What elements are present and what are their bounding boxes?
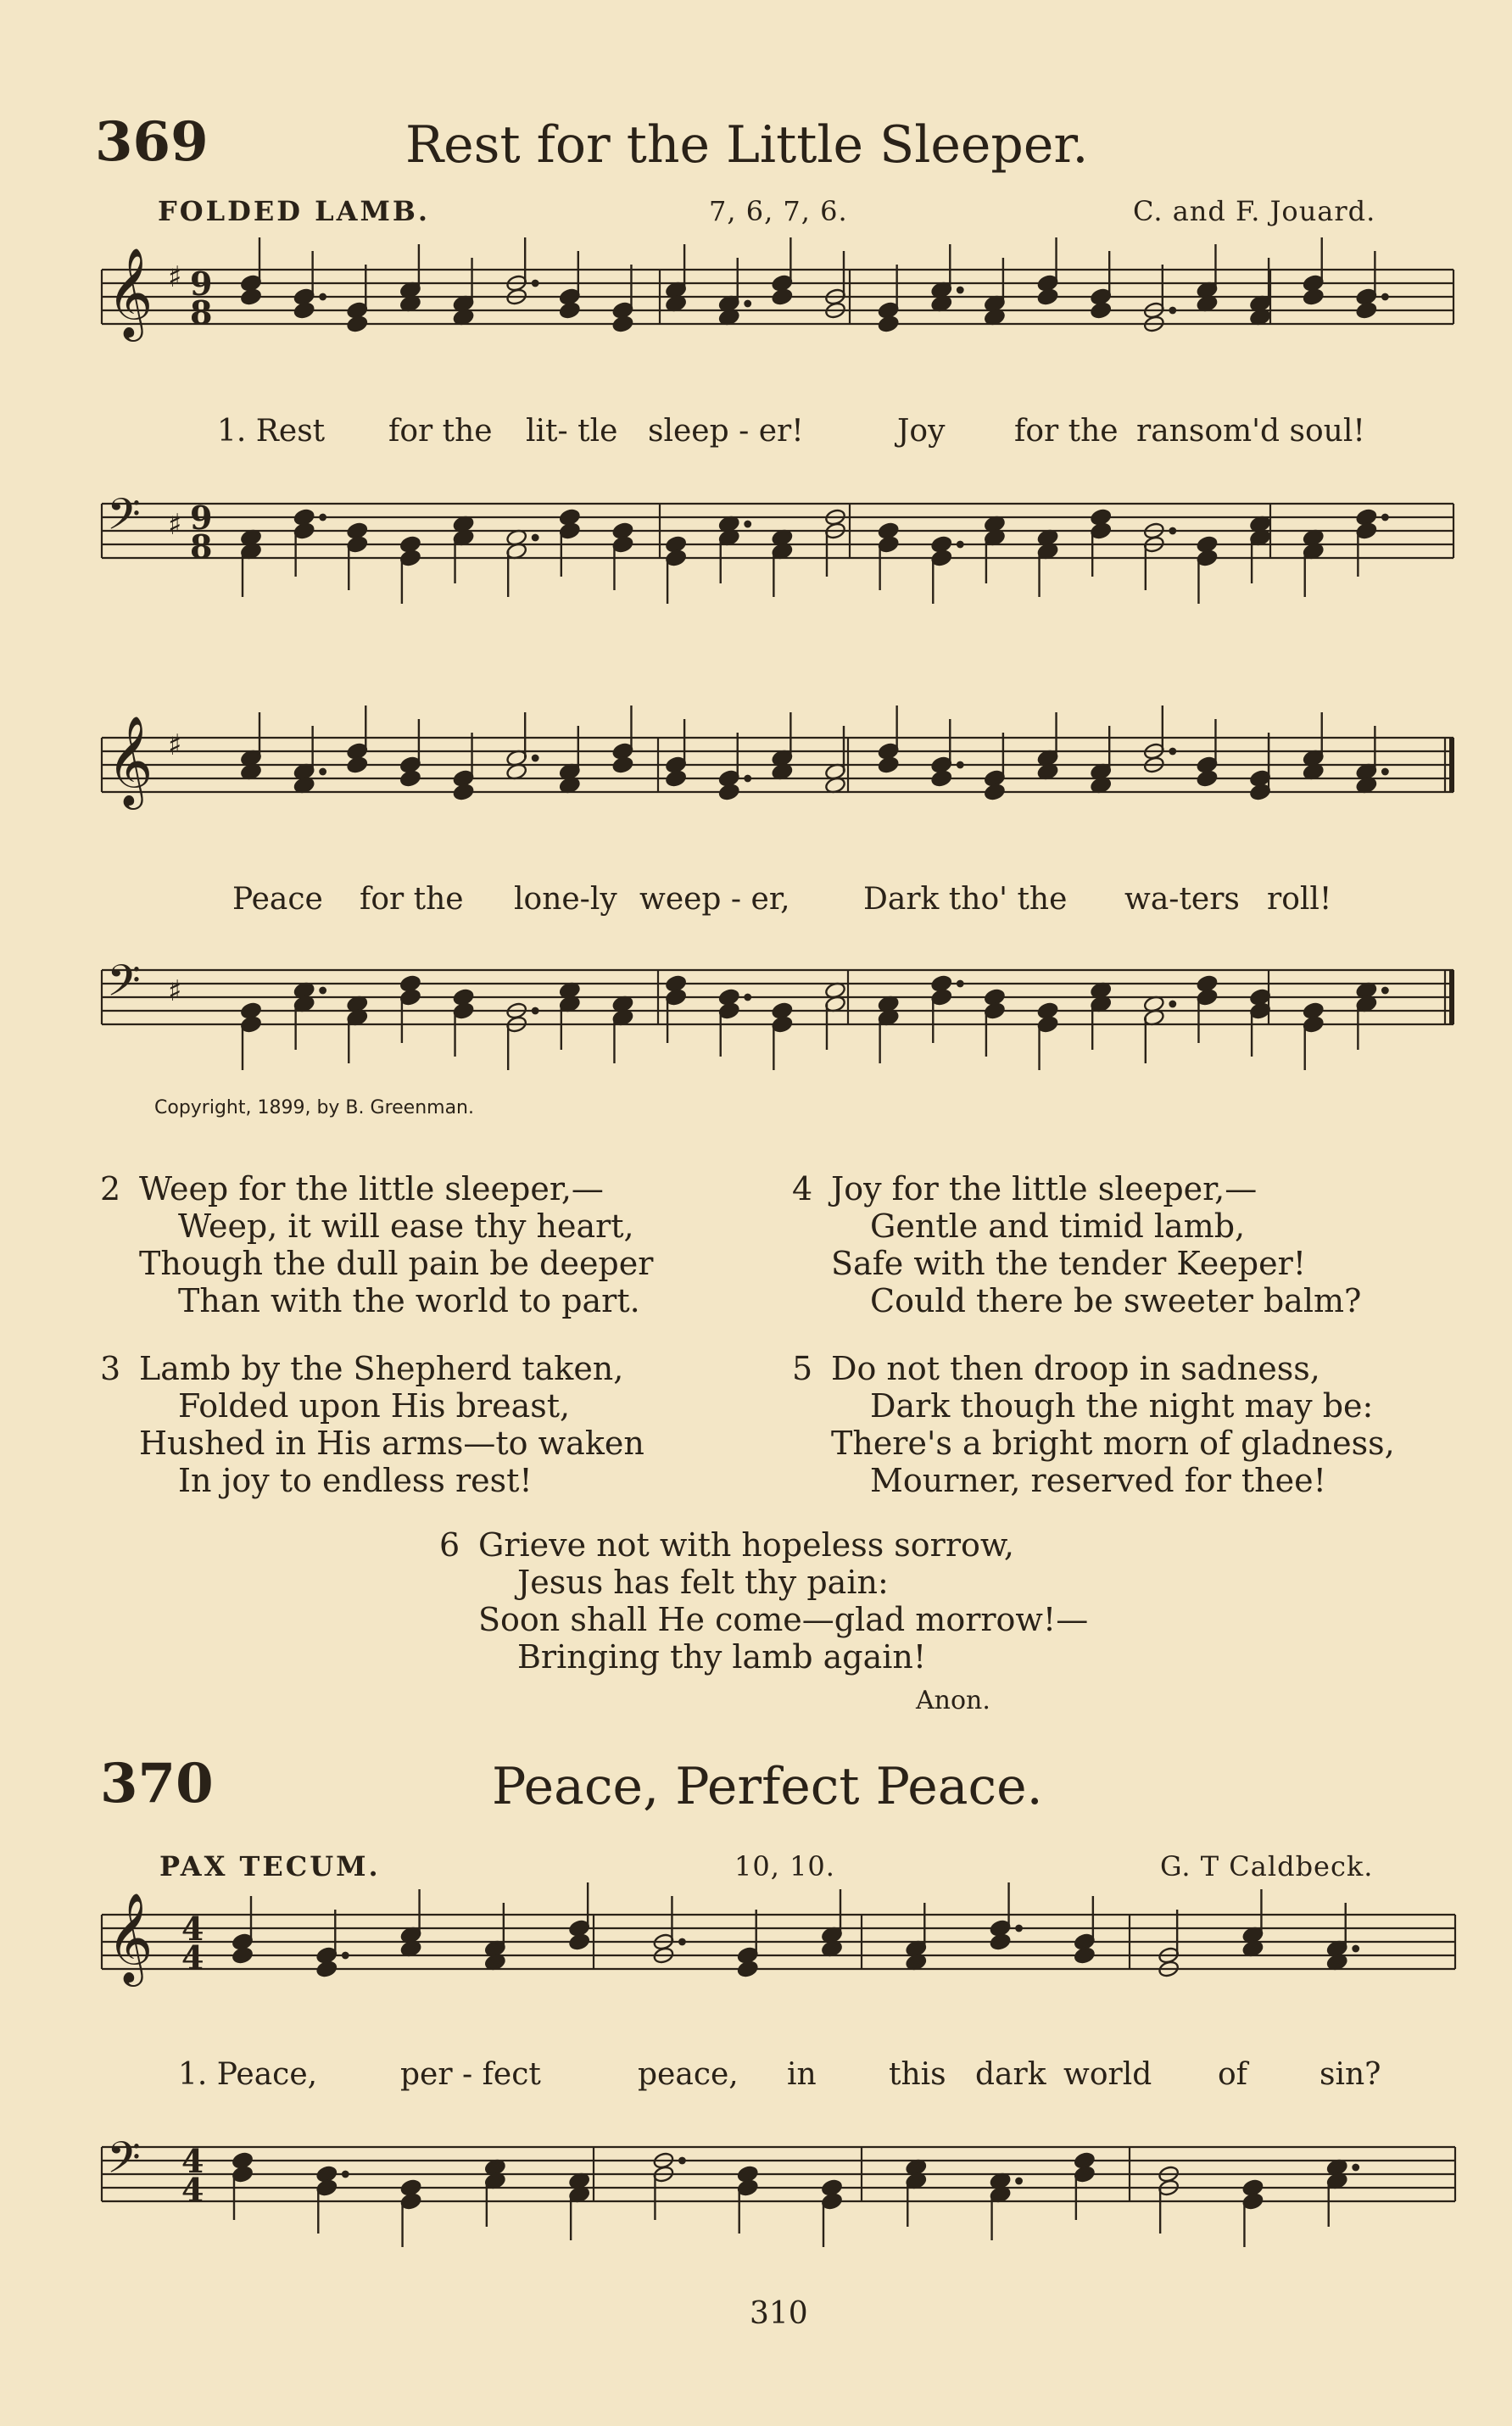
svg-text:♯: ♯ <box>168 974 182 1008</box>
verse-4: 4 Joy for the little sleeper,— Gentle and timid lamb, Safe with the tender Keeper! Could there be sweeter balm? <box>792 1170 1362 1319</box>
lyric-syllable: for the <box>1014 414 1119 449</box>
lyric-syllable: world <box>1063 2057 1152 2092</box>
verse-5: 5 Do not then droop in sadness, Dark though the night may be: There's a bright morn of gladness, Mourner, reserved for thee! <box>792 1350 1395 1499</box>
svg-text:4: 4 <box>181 2171 204 2209</box>
lyric-syllable: dark <box>975 2057 1046 2092</box>
page-number: 310 <box>750 2296 808 2331</box>
hymn-number-369: 369 <box>95 110 209 174</box>
hymn-title-370: Peace, Perfect Peace. <box>492 1757 1043 1816</box>
copyright-notice: Copyright, 1899, by B. Greenman. <box>154 1097 474 1118</box>
lyric-syllable: peace, <box>638 2057 739 2092</box>
lyric-syllable: lone-ly <box>514 882 617 917</box>
lyric-syllable: for the <box>388 414 493 449</box>
composer-369: C. and F. Jouard. <box>1133 195 1376 227</box>
lyric-syllable: sin? <box>1320 2057 1381 2092</box>
svg-text:𝄞: 𝄞 <box>107 247 153 337</box>
verse-6: 6 Grieve not with hopeless sorrow, Jesus has felt thy pain: Soon shall He come—glad morrow!— Bringing thy lamb again! <box>439 1526 1089 1676</box>
svg-text:♯: ♯ <box>168 260 182 294</box>
svg-text:8: 8 <box>190 293 213 332</box>
lyric-syllable: sleep - er! <box>648 414 804 449</box>
lyric-syllable: roll! <box>1267 882 1332 917</box>
svg-text:4: 4 <box>181 2142 204 2180</box>
lyric-syllable: 1. Peace, <box>178 2057 318 2092</box>
svg-text:𝄢: 𝄢 <box>107 2132 141 2194</box>
lyric-syllable: wa-ters <box>1124 882 1240 917</box>
lyric-syllable: Dark tho' the <box>863 882 1068 917</box>
hymn-title-369: Rest for the Little Sleeper. <box>405 115 1089 175</box>
lyric-syllable: Joy <box>897 414 946 449</box>
svg-text:♯: ♯ <box>168 508 182 542</box>
verse-3: 3 Lamb by the Shepherd taken, Folded upon His breast, Hushed in His arms—to waken In joy to endless rest! <box>100 1350 644 1499</box>
lyric-syllable: ransom'd soul! <box>1136 414 1365 449</box>
svg-text:4: 4 <box>181 1910 204 1948</box>
lyric-syllable: this <box>889 2057 946 2092</box>
tune-name-370: PAX TECUM. <box>159 1850 381 1882</box>
lyric-syllable: lit- tle <box>526 414 618 449</box>
meter-370: 10, 10. <box>734 1850 835 1882</box>
lyric-syllable: 1. Rest <box>217 414 326 449</box>
verse-2: 2 Weep for the little sleeper,— Weep, it will ease thy heart, Though the dull pain be deeper Than with the world to part. <box>100 1170 654 1319</box>
tune-name-369: FOLDED LAMB. <box>158 195 431 227</box>
svg-text:𝄢: 𝄢 <box>107 955 141 1017</box>
lyric-syllable: per - fect <box>400 2057 541 2092</box>
svg-text:𝄞: 𝄞 <box>107 1892 153 1983</box>
svg-text:𝄢: 𝄢 <box>107 488 141 550</box>
svg-text:8: 8 <box>190 527 213 566</box>
lyric-syllable: for the <box>360 882 464 917</box>
lyric-syllable: in <box>787 2057 817 2092</box>
lyric-syllable: of <box>1218 2057 1247 2092</box>
composer-370: G. T Caldbeck. <box>1160 1850 1374 1882</box>
hymn-number-370: 370 <box>100 1752 214 1815</box>
svg-text:𝄞: 𝄞 <box>107 715 153 806</box>
lyric-syllable: weep - er, <box>639 882 790 917</box>
svg-text:♯: ♯ <box>168 728 182 762</box>
svg-text:9: 9 <box>190 499 213 537</box>
meter-369: 7, 6, 7, 6. <box>709 195 848 227</box>
svg-text:4: 4 <box>181 1938 204 1977</box>
author-credit: Anon. <box>916 1686 990 1715</box>
lyric-syllable: Peace <box>232 882 323 917</box>
svg-text:9: 9 <box>190 265 213 303</box>
